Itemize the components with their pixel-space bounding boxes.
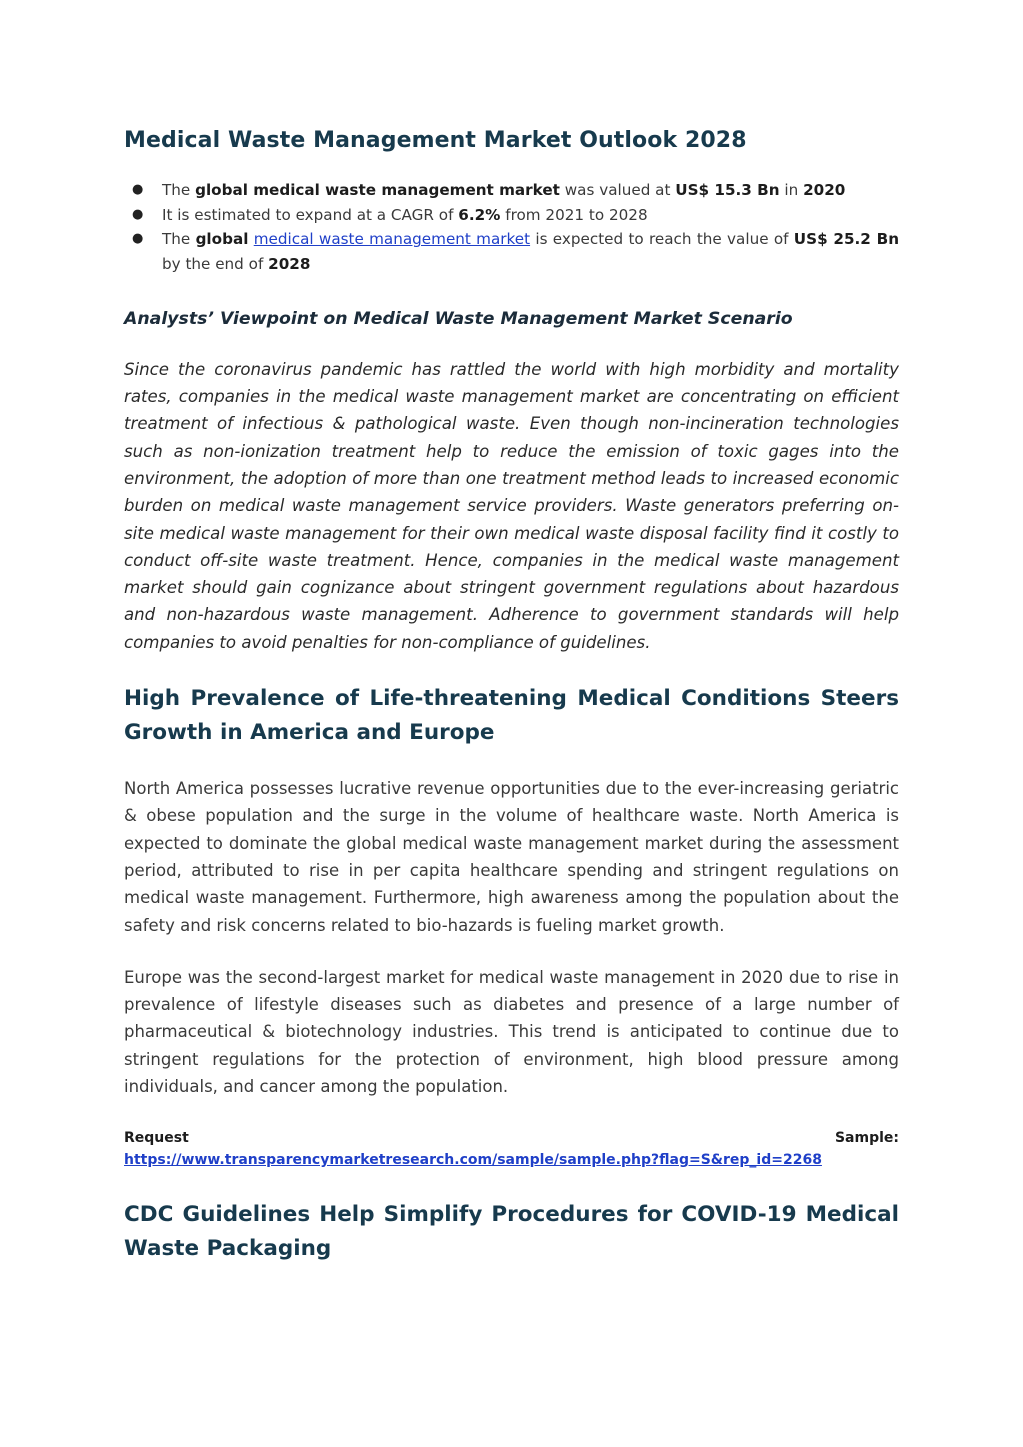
request-label: Request [124, 1130, 189, 1147]
europe-paragraph: Europe was the second-largest market for medical waste management in 2020 due to rise in prevalence of lifestyle diseases such as diabetes and presence of a large number of pharmaceutical & biotechnology industries. This trend is anticipated to continue due to stringent regulations for the protection of environment, high blood pressure among individuals, and cancer among the population. [124, 967, 899, 1097]
request-sample-url-row [124, 1148, 899, 1172]
bullet-icon: ● [132, 206, 144, 222]
fact-bold: 2028 [268, 255, 311, 274]
fact-bold: US$ 25.2 Bn [793, 230, 900, 249]
market-report-link[interactable]: medical waste management market [253, 230, 531, 249]
fact-bold: 2020 [803, 181, 846, 199]
north-america-paragraph: North America possesses lucrative revenue opportunities due to the ever-increasing geriatric & obese population and the surge in the volume of healthcare waste. North America is expected to dominate the global medical waste management market during the assessment period, attributed to rise in per capita healthcare spending and stringent regulations on medical waste management. Furthermore, high awareness among the population about the safety and risk concerns related to bio-hazards is fueling market growth. [124, 779, 899, 935]
analysts-viewpoint-heading: Analysts’ Viewpoint on Medical Waste Management Market Scenario [124, 308, 793, 329]
fact-text: It is estimated to expand at a CAGR of [162, 205, 459, 224]
fact-text: is expected to reach the value of [530, 230, 794, 249]
bullet-icon: ● [132, 231, 144, 247]
bullet-icon: ● [132, 182, 144, 197]
analysts-viewpoint-paragraph: Since the coronavirus pandemic has rattled the world with high morbidity and mortality rates, companies in the medical waste management market are concentrating on efficient treatment of infectious & pathological waste. Even though non-incineration technologies such as non-ionization treatment help to reduce the emission of toxic gages into the environment, the adoption of more than one treatment method leads to increased economic burden on medical waste management service providers. Waste generators preferring on-site medical waste management for their own medical waste disposal facility find it costly to conduct off-site waste treatment. Hence, companies in the medical waste management market should gain cognizance about stringent government regulations about hazardous and non-hazardous waste management. Adherence to government standards will help companies to avoid penalties for non-compliance of guidelines. [124, 359, 899, 652]
document-content [124, 124, 899, 1266]
fact-text: from 2021 to 2028 [500, 205, 648, 224]
fact-bold: 6.2% [458, 205, 501, 224]
key-facts-list [124, 178, 899, 277]
fact-text: The [162, 181, 196, 199]
fact-bold: global medical waste management market [195, 181, 560, 199]
section-heading: High Prevalence of Life-threatening Medical Conditions Steers Growth in America and Europe [124, 686, 899, 746]
request-sample-link[interactable]: https://www.transparencymarketresearch.com/sample/sample.php?flag=S&rep_id=2268 [124, 1152, 822, 1169]
list-item [124, 227, 899, 276]
list-item [124, 203, 899, 228]
section-heading: CDC Guidelines Help Simplify Procedures for COVID-19 Medical Waste Packaging [124, 1202, 899, 1262]
sample-label: Sample: [834, 1130, 899, 1147]
request-sample-row [124, 1128, 899, 1148]
fact-bold: US$ 15.3 Bn [675, 181, 780, 199]
fact-text: in [779, 181, 804, 199]
fact-text: was valued at [559, 181, 676, 199]
list-item [124, 178, 899, 203]
page-title: Medical Waste Management Market Outlook 2028 [124, 128, 747, 153]
fact-text: by the end of [162, 255, 269, 274]
fact-bold: global [195, 230, 249, 249]
fact-text: The [162, 230, 196, 249]
